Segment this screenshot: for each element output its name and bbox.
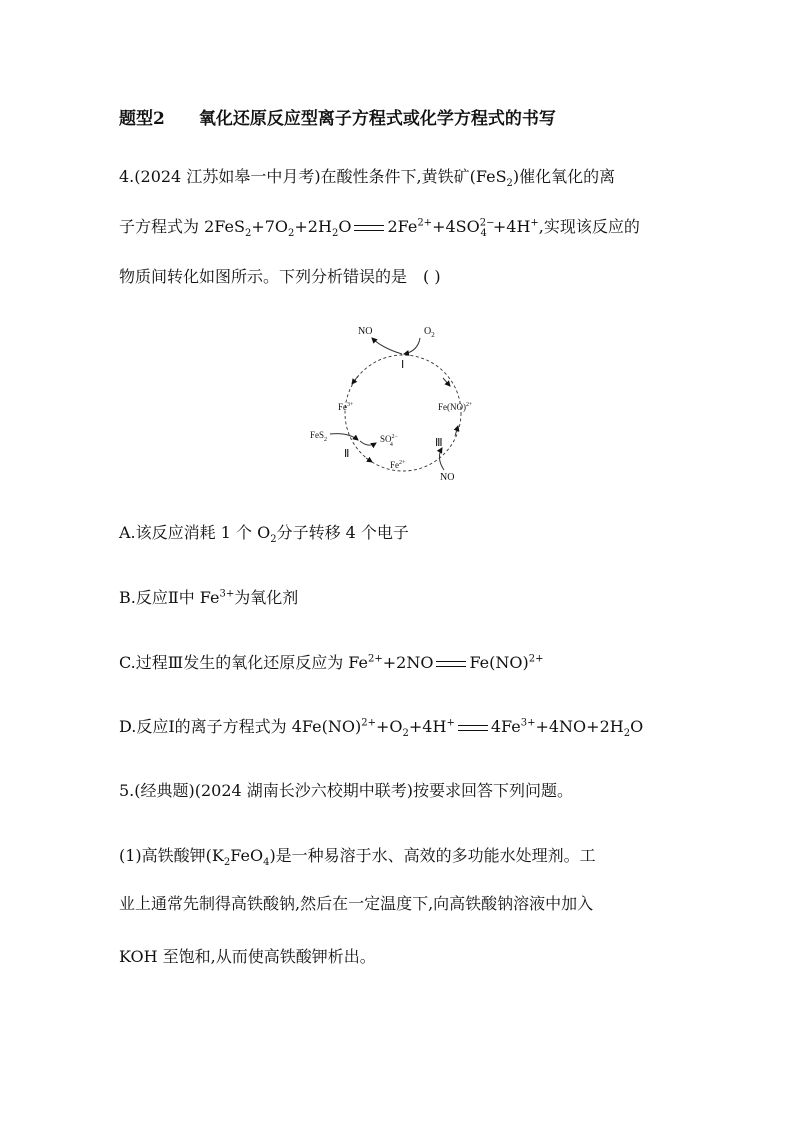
option-b[interactable]: B.反应Ⅱ中 $Fe^{3+}$为氧化剂 [119,588,299,607]
no-in-arrow [439,448,444,470]
option-c[interactable]: C.过程Ⅲ发生的氧化还原反应为 $Fe^{2+}+2NO$ Fe(NO)$^{2+}$ [119,653,544,672]
step1-label: Ⅰ [401,359,405,371]
fe2-label: $Fe^{2+}$ [390,460,406,470]
option-a[interactable]: A.该反应消耗 1 个 $O_2$分子转移 4 个电子 [119,523,409,546]
o2-arrow [404,338,420,354]
conversion-diagram [300,318,500,488]
step3-label: Ⅲ [435,437,443,449]
q5-stem: 5.(经典题)(2024 湖南长沙六校期中联考)按要求回答下列问题。 [119,781,574,800]
q5-p2: 业上通常先制得高铁酸钠,然后在一定温度下,向高铁酸钠溶液中加入 [119,894,594,913]
q5-p1: (1)高铁酸钾$(K_2FeO_4)$是一种易溶于水、高效的多功能水处理剂。工 [119,846,596,869]
fe3-label: $Fe^{3+}$ [338,402,354,412]
so4-label: $SO^{2-}$ 4 [380,434,398,448]
answer-bracket: ( ) [423,267,441,286]
no-top-label: NO [358,326,373,337]
q5-p3: KOH 至饱和,从而使高铁酸钾析出。 [119,947,376,966]
fe-no-label: Fe(NO)$^{2+}$ [438,402,473,412]
section-heading: 氧化还原反应型离子方程式或化学方程式的书写 [198,109,556,129]
so4-arrow [360,441,376,445]
no-bottom-label: NO [440,472,455,483]
no-out-arrow [372,338,402,354]
fes2-arrow [330,434,358,440]
fes2-label: FeS$_2$ [310,430,328,443]
q4-stem-line1: 4.(2024 江苏如皋一中月考)在酸性条件下,黄铁矿(FeS$_2$)催化氧化的离 [119,167,616,190]
section-label: 题型2 [119,109,165,129]
equals-arrow [354,225,384,231]
step2-label: Ⅱ [344,448,350,460]
cycle-circle [345,355,461,471]
option-d[interactable]: D.反应Ⅰ的离子方程式为 $4Fe(NO)^{2+}+O_2+4H^+$ $4Fe^{3+}+4NO+2H_2O$ [119,717,644,740]
q4-stem-line2: 子方程式为 $2FeS_2+7O_2+2H_2O$ $2Fe^{2+}+4SO^{2-}_4 +4H^+$,实现该反应的 [119,217,640,240]
section-title [119,104,556,129]
o2-label: $O_2$ [424,326,435,339]
q4-stem-line3: 物质间转化如图所示。下列分析错误的是 ( ) [119,267,441,286]
